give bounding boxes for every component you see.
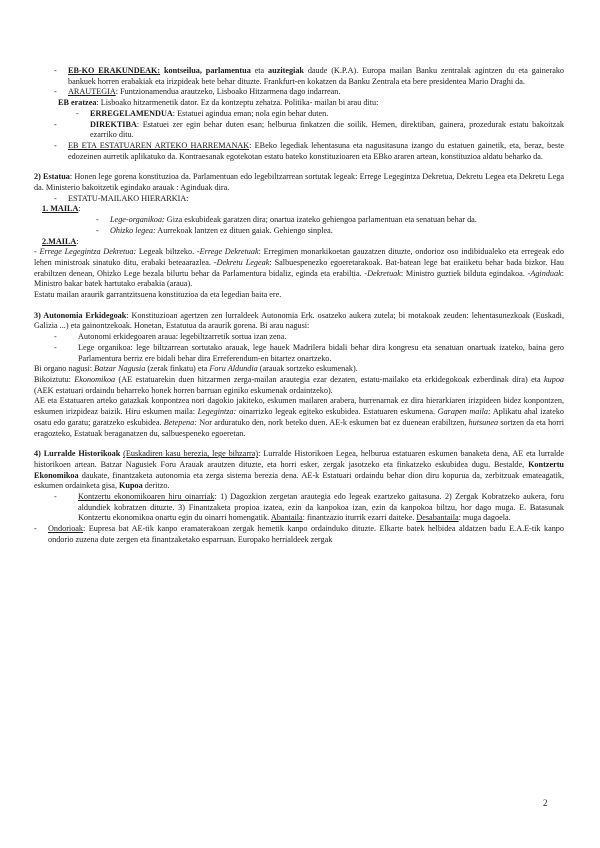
ohizko-legea-label: Ohizko legea: <box>110 225 156 235</box>
ondorioak-item <box>34 524 564 545</box>
organo-mid: (zerak finkatu) eta <box>145 364 210 374</box>
organo-post: (arauak sortzeko eskumenak). <box>257 364 358 374</box>
hierarkia-title <box>54 194 564 205</box>
erregelamendua-item <box>76 109 564 120</box>
ohizko-legea-text: Aurrekoak lantzen ez dituen gaiak. Gehiengo sinplea. <box>155 225 333 235</box>
maila2-colon: : <box>76 236 79 246</box>
lege-organikoa-item <box>96 215 564 226</box>
lege-organikoa-label: Lege-organikoa: <box>110 215 165 225</box>
bikoiz-mid: (AE estatuarekin duen hitzarmen zerga-mailan arautegia ezar dezaten, estatu-mailako eta erkidegokoak ezberdinak dira) eta <box>115 374 544 384</box>
maila2-paragraph <box>34 247 564 290</box>
ae-hutsunea: hutsunea <box>468 417 499 427</box>
m2-label1: - Errege Legegintza Dekretua: <box>34 247 137 257</box>
lurralde-kupoa: Kupoa <box>119 481 143 491</box>
eb-erakundeak-bold: kontseilua, parlamentua <box>163 66 251 75</box>
ae-p5: sortzen da eta horri eragozteko, Estatuak beraganatzen du, salbuespeneko egoeretan. <box>34 417 564 438</box>
autonomia-bullet-2-text: Lege organikoa: lege biltzarrean sortutako arauak, lege hauek Madrilera bidali behar dira kongresu eta senatuan onartuak izateko, baina gero Parlamentura berriz ere bidali behar dira Erreferendum-en bitartez onartzeko. <box>78 342 564 363</box>
direktiba-item <box>54 120 564 141</box>
lurralde-paragraph <box>34 449 564 492</box>
harremanak-item <box>54 141 564 162</box>
organo-foru: Foru Aldundia <box>209 364 258 374</box>
kontzertu-oinarriak <box>54 492 564 524</box>
direktiba-label: DIREKTIBA <box>90 119 137 129</box>
eb-eratzea-label: EB eratzea <box>58 98 97 108</box>
eb-erakundeak-text: daude (K.P.A). Europa mailan Banku zentralak agintzen du eta gainerako bankuek horren erabakiak eta irizpideak bete behar dituzte. Frankfurt-en kokatzen da Banku Zentrala eta bere presidentea Mario Draghi da. <box>68 66 565 86</box>
harremanak-text: : EBeko legediak lehentasuna eta nagusitasuna izango du estatuen gainetik, eta, beraz, beste edozeinen aurretik aplikatuko da. Kontraesanak egotekotan estatu bateko konstituzioaren eta EBko araren artean, konstituzioa aldatu beharko da. <box>68 140 565 161</box>
ae-betepena: Betepena: <box>163 417 197 427</box>
direktiba-text: : Estatuei zer egin behar duten esan; helburua finkatzen die soilik. Hemen, direktiban, gainera, prozedurak estatu bakoitzak ezarriko ditu. <box>90 119 564 140</box>
arautegia-item <box>54 87 564 98</box>
autonomia-bullet-2 <box>54 343 564 364</box>
maila2-title-text: 2.MAILA <box>42 236 77 246</box>
organo-batzar: Batzar Nagusia <box>94 364 146 374</box>
ae-p4: Nor arduratuko den, nork beteko duen. AE-k eskumen bat ez duenean erabiltzen, <box>196 417 469 427</box>
ondorioak-text: : Eupresa bat AE-tik kanpo eramaterakoan zergak hemetik kanpo ordainduko dituzte. Elkarte batek helbidea aldatzen badu E.A.E-tik kanpo ondorio zuzena dute zergen eta finantzaketako esparruan. Europako herrialdeek zergak <box>48 524 564 544</box>
erregelamendua-label: ERREGELAMENDUA <box>90 108 173 118</box>
lurralde-intro: : Lurralde Historikoen Legea, helburua estatuaren eskumen banaketa dena, AE eta lurralde historikoen artean. Batzar Nagusiek Foru Arauak arautzen dituzte, eta horri esker, zergak jasotzeko eta finkatzeko eskubidea dugu. Bestalde, <box>34 449 565 469</box>
lurralde-end: deritzo. <box>142 481 170 491</box>
maila1-title <box>42 204 564 215</box>
ohizko-legea-item <box>96 226 564 237</box>
erregelamendua-text: : Estatuei agindua eman; nola egin behar duten. <box>172 108 329 118</box>
m2-label2: Errege Dekretuak <box>199 247 259 257</box>
desabantaila-label: Desabantaila <box>416 513 459 523</box>
m2-text4: : Ministro guztiek bilduta egindakoa. - <box>400 268 531 278</box>
ae-paragraph <box>34 396 564 439</box>
bikoiztutu <box>34 375 564 396</box>
maila1-colon: : <box>78 204 81 214</box>
bikoiz-pre: Bikoiztutu: <box>34 374 75 384</box>
autonomia-heading: 3) Autonomia Erkidegoak <box>34 310 127 320</box>
arautegia-title: ARAUTEGIA <box>68 87 116 97</box>
autonomia-paragraph <box>34 311 564 332</box>
m2-text2: : Erregimen monarkikoetan gauzatzen dituzte, ondorioz oso indibidualeko eta erregeak edo lehen ministroak sinatuko ditu, erabaki beteaarazlea. - <box>34 247 564 267</box>
autonomia-intro: : Konstituzioan agertzen zen lurraldeek Autonomia Erk. osatzeko aukera zutela; bi motakoak zeuden: lehentasunezkoak (Euskadi, Galizia ...) eta gainontzekoak. Honetan, Estatutua da araurik gorena. Bi arau nagusi: <box>34 310 564 331</box>
m2-text3: : Salbuespenezko egoeretarakoak. Bat-batean lege bat eraiiketu behar bada bizkor. Hau erabiltzen denean, Ohizko Lege bezala bilurtu behar da Parlamentura bidaliz, eginda eta erabiltia. - <box>34 257 564 278</box>
lege-organikoa-text: Giza eskubideak garatzen dira; onartua izateko gehiengoa parlamentuan eta senatuan behar da. <box>164 215 477 225</box>
harremanak-title: EB ETA ESTATUAREN ARTEKO HARREMANAK <box>68 140 250 150</box>
m2-text1: Legeak biltzeko. - <box>136 247 200 257</box>
maila2-title <box>42 237 564 248</box>
m2-label5: Aginduak <box>530 268 562 278</box>
ae-p1: AE eta Estatuaren arteko gatazkak konpontzea nori dagokio jakiteko, eskumen mailaren arabera, hurrenarnak ez dira hierarkiaren irizpideen bidez konpontzen, eskumen irizpideaz baizik. Hiru eskumen maila: <box>34 396 564 417</box>
kontz-label: Kontzertu ekonomikoaren hiru oinarriak <box>78 492 215 502</box>
ae-legegintza: Legegintza: <box>197 407 237 417</box>
m2-label3: Dekretu Legeak <box>216 257 270 267</box>
estatua-closing: Estatu mailan araurik garrantzitsuena konstituzioa da eta legedian baita ere. <box>34 290 282 300</box>
page-number: 2 <box>543 798 548 808</box>
estatua-paragraph <box>34 172 564 193</box>
bikoiz-kupoa: kupoa <box>544 374 565 384</box>
eb-erakundeak-title: EB-KO ERAKUNDEAK: <box>68 66 161 75</box>
abantaila-label: Abantaila <box>270 513 303 523</box>
eb-erakundeak-bold2: auzitegiak <box>268 66 304 75</box>
autonomia-bullet-1-text: Autonomi erkidegoaren araua: legebiltzarretik sortua izan zena. <box>78 332 287 342</box>
desabantaila-text: : muga dagoela. <box>458 513 511 523</box>
hierarkia-title-text: ESTATU-MAILAKO HIERARKIA: <box>68 193 189 203</box>
estatua-heading: 2) Estatua <box>34 172 70 182</box>
organo-pre: Bi organo nagusi: <box>34 364 95 374</box>
estatua-intro: : Honen lege gorena konstituzioa da. Parlamentuan edo legebiltzarrean sortutak legeak: Errege Legegintza Dekretua, Dekretu Legea eta Dekretu Lega da. Ministerio bakoitzetik egindako arauak : Aginduak dira. <box>34 172 564 193</box>
ae-garapen: Garapen maila: <box>437 407 491 417</box>
lurralde-kontzertu: Kontzertu Ekonomikoa <box>34 459 564 480</box>
eb-erakundeak-mid: eta <box>250 66 269 75</box>
ae-p2: oinarrizko legeak egiteko eskubidea. Estatuaren eskumena. <box>236 407 438 417</box>
lurralde-heading: 4) Lurralde Historikoak <box>34 449 121 459</box>
arautegia-text: : Funtzionamendua arautzeko, Lisboako Hitzarmena dago indarrean. <box>115 87 341 97</box>
ae-p3: Aplikatu ahal izateko osatu edo garatu; garatzeko eskubidea. <box>34 407 565 427</box>
m2-text5: : Ministro bakar batek hartutako erabakia (araua). <box>34 268 564 289</box>
autonomia-bullet-1 <box>54 332 564 343</box>
document-page <box>34 66 564 546</box>
abantaila-text: : finantzazio iturrik ezarri daiteke. <box>302 513 417 523</box>
eb-eratzea-text: : Lisboako hitzarmenetik dator. Ez da kontzeptu zehatza. Politika- mailan bi arau ditu: <box>96 98 379 108</box>
bikoiz-ekonomikoa: Ekonomikoa <box>74 374 116 384</box>
ondorioak-label: Ondorioak <box>48 524 84 534</box>
kontz-text: : 1) Dagozkion zergetan arautegia edo legeak ezartzeko gaitasuna. 2) Zergak Kobratzeko aukera, foru aldundiek kobratzen dituzte. 3) Finantzaketa propioa izatea, ezin da kanpokoa izan, ezin da kanpokoa biltzu, hor dago muga. E. Batasunak Kontzertu ekonomikoa onartu egin du oinarri homengatik. <box>78 492 564 523</box>
m2-label4: Dekretuak <box>367 268 401 278</box>
lurralde-paren: (Euskadiren kasu berezia, lege bihzarra) <box>123 449 259 459</box>
eb-eratzea <box>54 98 564 109</box>
bikoiz-post: (AEK estatuari ordaindu beharreko honek horren barruan eginiko eskumenak ordaintzeko). <box>34 385 333 395</box>
lurralde-mid: daukate, finantzaketa autonomia eta zerga sistema berezia dena. AE-k Estatuari ordaindu behar dion diru kopurua da, zerbitzuak emateagatik, eskumen ordainketa gisa, <box>34 470 564 491</box>
organo-nagusiak <box>34 364 564 375</box>
eb-erakundeak-item <box>54 66 564 87</box>
maila1-title-text: 1. MAILA <box>42 204 79 214</box>
